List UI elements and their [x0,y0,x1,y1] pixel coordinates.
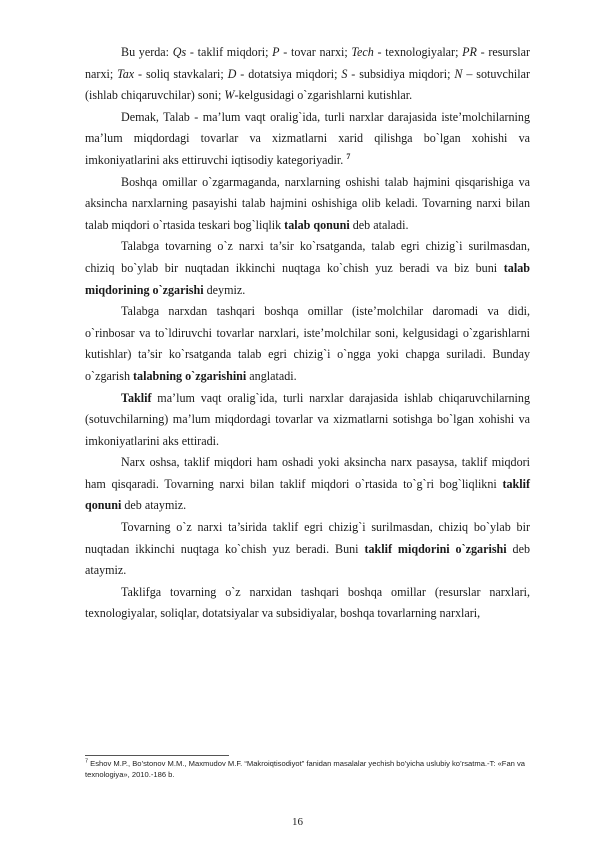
footnote-divider [85,755,229,756]
text-span: deb ataymiz. [121,498,187,513]
footnote-number: 7 [85,758,89,765]
text-span: - subsidiya miqdori; [347,66,455,81]
text-span: deymiz. [203,282,246,297]
text-span: Talabga narxdan tashqari boshqa omillar (iste’molchilar daromadi va didi, o`rinbosar va to`ldiruvchi tovarlar narxlari, iste’molchilar soni, kelgusidagi o`zgarishlarni kutishlar) ta’sir ko`rsatganda talab egri chizig`i o`ngga yoki chapga suriladi. Bunday o`zgarish [85,304,530,383]
term-taklif-qonuni: taklif qonuni [85,476,530,513]
var-qs: Qs [172,45,187,59]
text-span: Talabga tovarning o`z narxi ta’sir ko`rsatganda, talab egri chizig`i surilmasdan, chiziq bo`ylab bir nuqtadan ikkinchi nuqtaga ko`chish yuz beradi va biz buni [85,239,530,275]
text-span: ma’lum vaqt oralig`ida, turli narxlar darajasida ishlab chiqaruvchilarning (sotuvchilarning) ma’lum miqdordagi tovarlar va xizmatlarni sotishga bo`lgan xohishi va imkoniyatlarini aks ettiradi. [85,390,530,448]
var-n: N [454,66,463,81]
text-span: deb ataladi. [349,217,409,232]
term-talab-miqdori: talab miqdorining o`zgarishi [85,260,530,297]
term-talabning-ozgarishi: talabning o`zgarishini [133,368,247,383]
footnote-text: Eshov M.P., Bo’stonov M.M., Maxmudov M.F. “Makroiqtisodiyot” fanidan masalalar yechish bo’yicha uslubiy ko’rsatma.-T: «Fan va texnologiya», 2010.-186 b. [85,759,526,779]
text-span: Bu yerda: [121,45,173,59]
var-p: P [272,45,280,59]
term-talab-qonuni: talab qonuni [284,217,350,232]
text-span: -kelgusidagi o`zgarishlarni kutishlar. [234,88,413,103]
footnote-reference[interactable]: 7 [346,151,351,161]
text-span: – sotuvchilar (ishlab chiqaruvchilar) soni; [85,66,530,103]
body-text [85,42,530,625]
text-span: - resurslar narxi; [85,45,530,81]
text-span: Narx oshsa, taklif miqdori ham oshadi yoki aksincha narx pasaysa, taklif miqdori ham qisqaradi. Tovarning narxi bilan taklif miqdori o`rtasida to`g`ri bog`liqlikni [85,455,530,491]
var-w: W [224,88,235,103]
var-d: D [227,66,237,81]
paragraph-7 [85,452,530,517]
var-s: S [341,66,348,81]
paragraph-4 [85,236,530,301]
text-span: - texnologiyalar; [373,45,463,59]
text-span: Demak, Talab - ma’lum vaqt oralig`ida, turli narxlar darajasida iste’molchilarning ma’lum miqdordagi tovarlar va xizmatlarni xarid qilishga bo`lgan xohishi va imkoniyatlari [85,109,530,167]
var-tax: Tax [117,66,135,81]
paragraph-8 [85,517,530,582]
text-span: ni aks ettiruvchi iqtisodiy kategoriyadir. [150,152,344,167]
term-taklif: Taklif [121,390,152,405]
text-span: - tovar narxi; [279,45,352,59]
paragraph-3 [85,172,530,237]
text-span: Boshqa omillar o`zgarmaganda, narxlarning oshishi talab hajmini qisqarishiga va aksincha narxlarning pasayishi talab hajmini oshishiga olib keladi. Tovarning narxi bilan talab miqdori o`rtasida teskari bog`liqlik [85,174,530,232]
paragraph-6 [85,388,530,453]
text-span: deb ataymiz. [85,541,530,578]
paragraph-5 [85,301,530,387]
page-number: 16 [292,816,303,828]
text-span: Taklifga tovarning o`z narxidan tashqari boshqa omillar (resurslar narxlari, texnologiyalar, soliqlar, dotatsiyalar va subsidiyalar, boshqa tovarlarning narxlari, [85,584,530,621]
term-taklif-miqdori: taklif miqdorini o`zgarishi [364,541,507,556]
paragraph-9 [85,582,530,625]
text-span: Tovarning o`z narxi ta’sirida taklif egri chizig`i surilmasdan, chiziq bo`ylab bir nuqtadan ikkinchi nuqtaga ko`chish yuz beradi. Buni [85,520,530,556]
footnote [85,759,530,780]
text-span: - dotatsiya miqdori; [236,66,342,81]
var-pr: PR [462,45,477,59]
text-span: - soliq stavkalari; [134,66,228,81]
paragraph-1 [85,42,530,107]
var-tech: Tech [351,45,374,59]
text-span: anglatadi. [246,368,297,383]
text-span: - taklif miqdori; [186,45,273,59]
paragraph-2 [85,107,530,172]
